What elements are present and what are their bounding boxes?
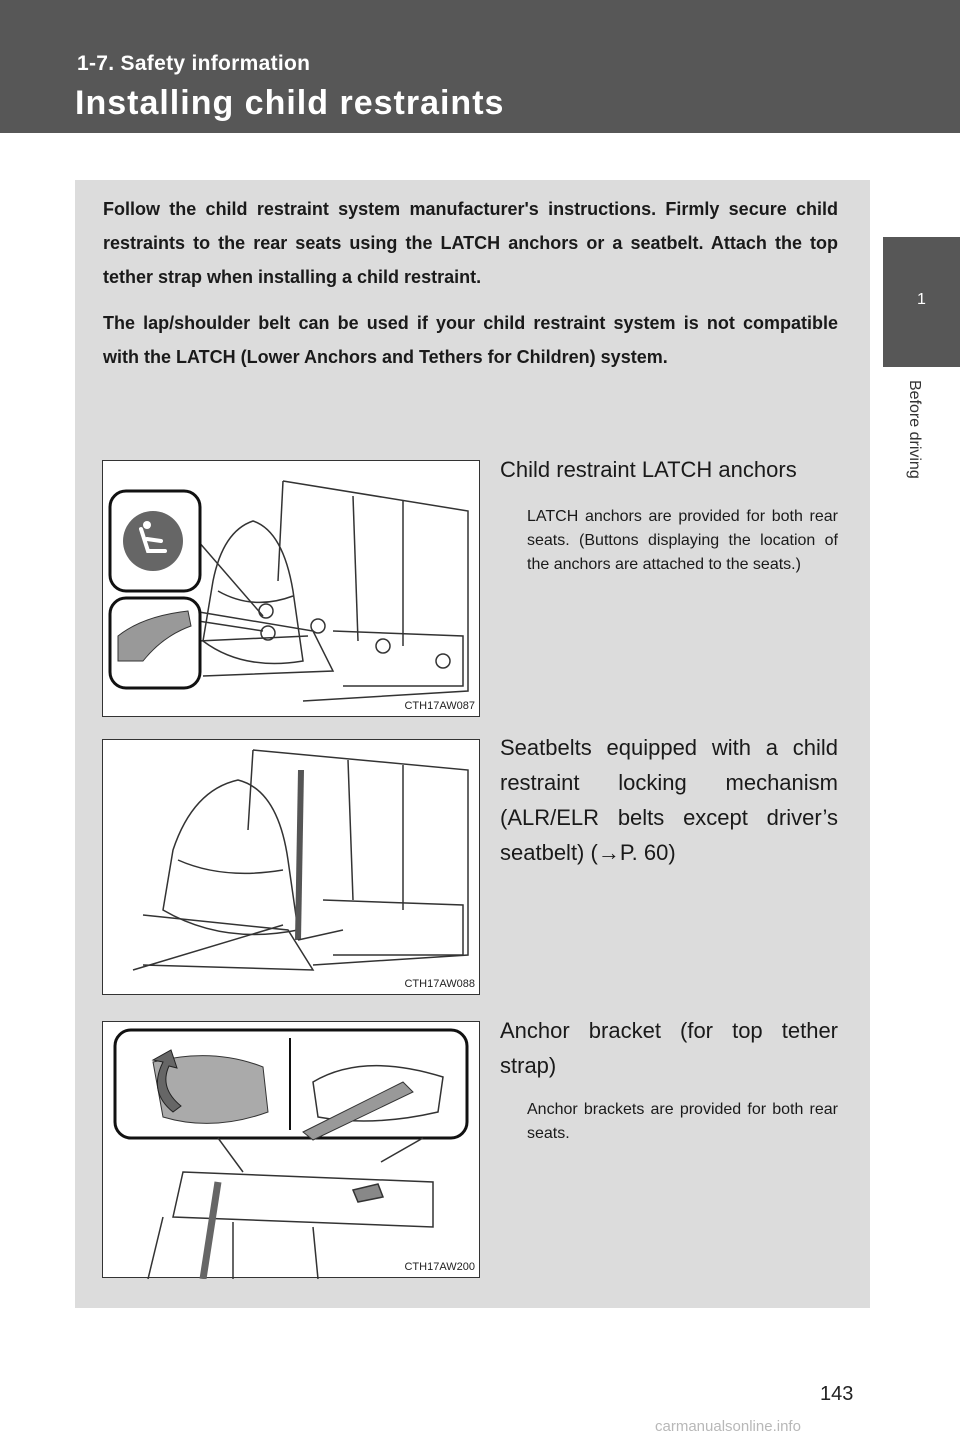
chapter-label: Before driving: [906, 380, 923, 479]
chapter-number: 1: [917, 291, 926, 308]
item-body-anchor-bracket: Anchor brackets are provided for both rear seats.: [527, 1101, 838, 1142]
anchor-bracket-illustration: [103, 1022, 481, 1279]
item-body-latch: LATCH anchors are provided for both rear seats. (Buttons displaying the location of the anchors are attached to the seats.): [527, 508, 838, 573]
latch-anchor-callout: [110, 598, 200, 688]
item-heading-seatbelts: Seatbelts equipped with a child restraint locking mechanism (ALR/ELR belts except driver’s seatbelt) (→P. 60): [500, 735, 838, 865]
latch-button-callout: [110, 491, 200, 591]
bracket-detail-callout: [115, 1030, 467, 1140]
section-label: 1-7. Safety information: [77, 52, 311, 75]
figure-latch-anchors: [102, 460, 480, 717]
chapter-tab: [883, 237, 960, 367]
item-heading-anchor-bracket: Anchor bracket (for top tether strap): [500, 1018, 838, 1078]
intro-paragraph-1: Follow the child restraint system manufacturer's instructions. Firmly secure child restraints to the rear seats using the LATCH anchors or a seatbelt. Attach the top tether strap when installing a child restraint.: [103, 199, 838, 287]
figure-anchor-bracket: [102, 1021, 480, 1278]
watermark-text: carmanualsonline.info: [655, 1418, 801, 1435]
item-heading-latch: Child restraint LATCH anchors: [500, 457, 797, 482]
figure-code: CTH17AW200: [404, 1261, 475, 1273]
header-band: [0, 0, 960, 133]
intro-paragraph-2: The lap/shoulder belt can be used if your child restraint system is not compatible with the LATCH (Lower Anchors and Tethers for Children) system.: [103, 313, 838, 367]
intro-text: [103, 192, 838, 386]
figure-seatbelts: [102, 739, 480, 995]
figure-code: CTH17AW087: [404, 700, 475, 712]
seatbelt-illustration: [103, 740, 481, 996]
page-title: Installing child restraints: [75, 84, 505, 122]
latch-anchors-illustration: [103, 461, 481, 718]
figure-code: CTH17AW088: [404, 978, 475, 990]
page-number: 143: [820, 1383, 854, 1405]
